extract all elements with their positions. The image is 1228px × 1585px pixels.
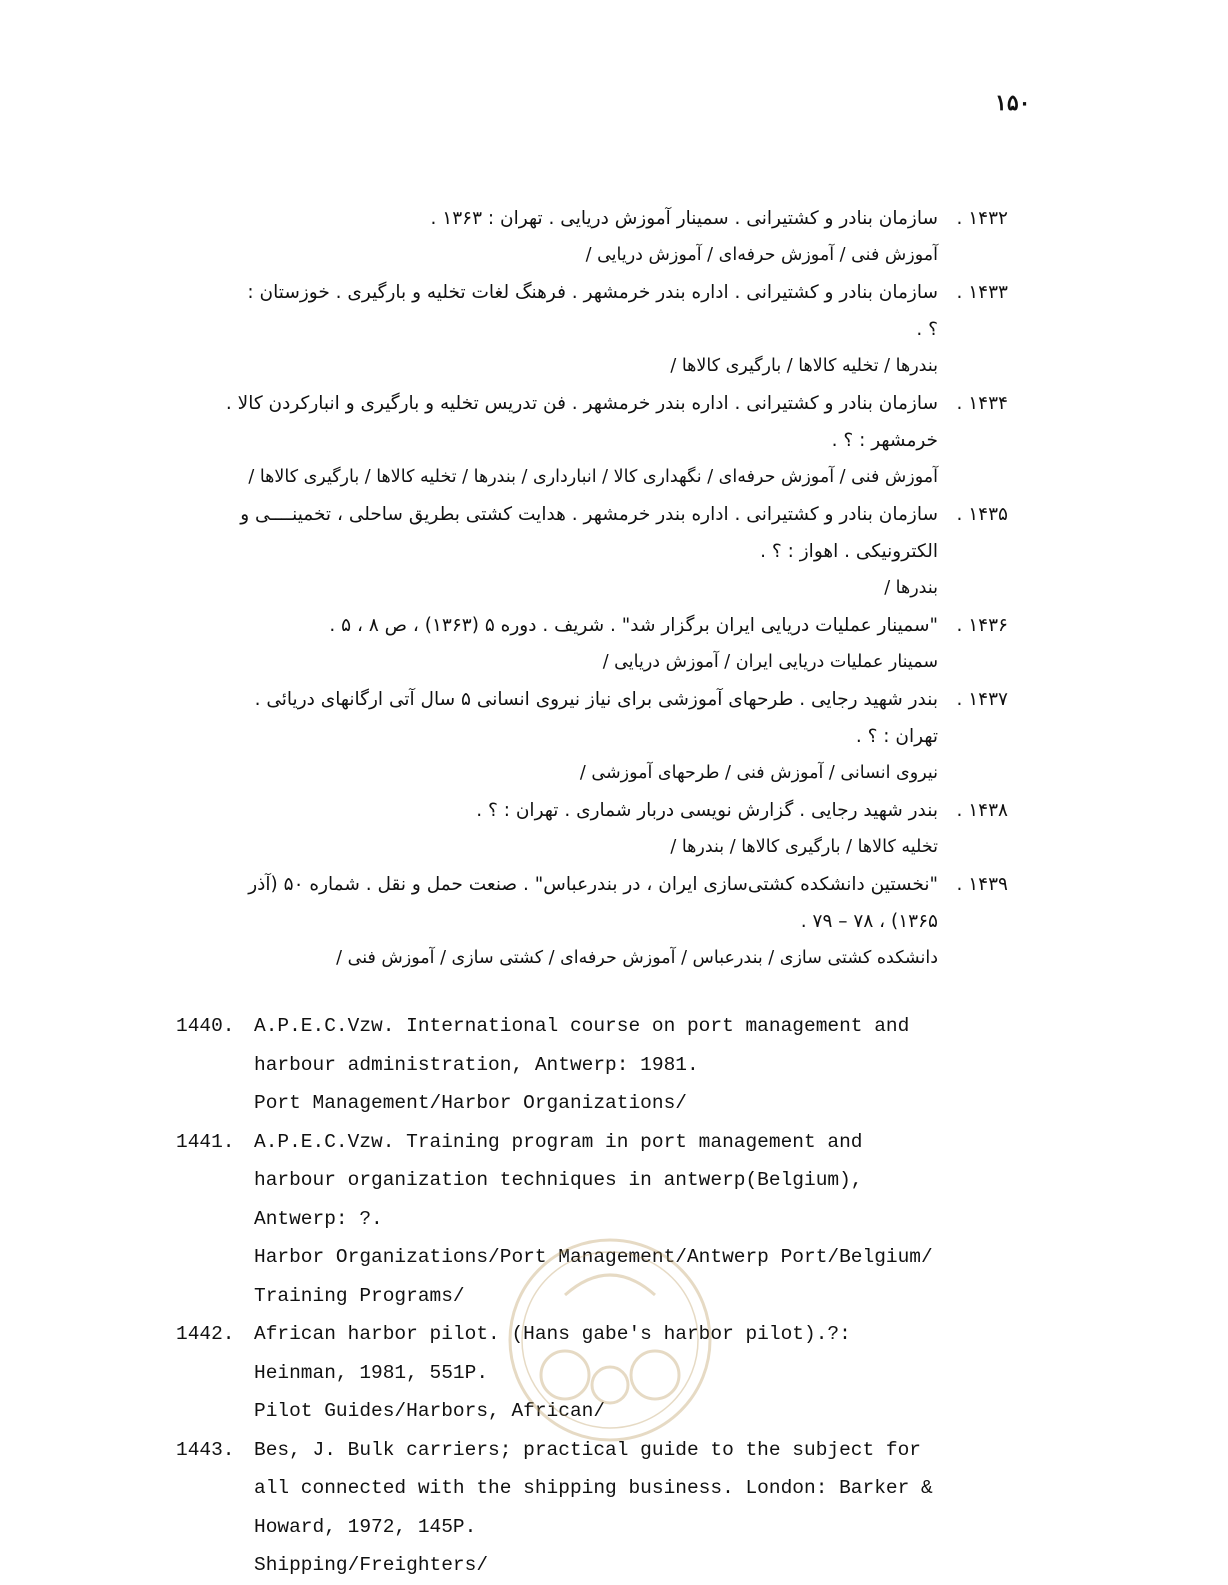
entry-line: الکترونیکی . اهواز : ؟ . — [760, 541, 938, 562]
entry-subjects: بندرها / — [884, 578, 938, 598]
entry-number: ۱۴۳۲ . — [956, 208, 1008, 229]
entry-subjects: Pilot Guides/Harbors, African/ — [254, 1400, 606, 1422]
entry-number: ۱۴۳۶ . — [956, 615, 1008, 636]
persian-entries — [160, 200, 1008, 977]
gear-icon — [541, 1351, 679, 1403]
entry-line: A.P.E.C.Vzw. International course on port management and — [254, 1015, 910, 1037]
entry-subjects: بندرها / تخلیه کالاها / بارگیری کالاها / — [670, 356, 938, 376]
bib-entry-1438 — [160, 792, 1008, 866]
entry-number: 1442. — [176, 1323, 235, 1345]
entry-number: ۱۴۳۷ . — [956, 689, 1008, 710]
entry-number: ۱۴۳۳ . — [956, 282, 1008, 303]
entry-line: all connected with the shipping business. London: Barker & — [254, 1477, 933, 1499]
bib-entry-1440 — [176, 1007, 996, 1123]
entry-subjects: سمینار عملیات دریایی ایران / آموزش دریایی / — [602, 652, 938, 672]
entry-line: African harbor pilot. (Hans gabe's harbor pilot).?: — [254, 1323, 851, 1345]
bib-entry-1436 — [160, 607, 1008, 681]
entry-subjects: Harbor Organizations/Port Management/Antwerp Port/Belgium/ — [254, 1246, 933, 1268]
entry-line: سازمان بنادر و کشتیرانی . اداره بندر خرمشهر . فن تدریس تخلیه و بارگیری و انبارکردن کالا . — [225, 393, 938, 414]
bib-entry-1432 — [160, 200, 1008, 274]
bib-entry-1434 — [160, 385, 1008, 496]
library-stamp-watermark — [505, 1235, 715, 1445]
entry-number: 1441. — [176, 1130, 235, 1153]
bib-entry-1433 — [160, 274, 1008, 385]
entry-line: سازمان بنادر و کشتیرانی . اداره بندر خرمشهر . هدایت کشتی بطریق ساحلی ، تخمینــــی و — [240, 504, 938, 525]
entry-subjects: آموزش فنی / آموزش حرفه‌ای / نگهداری کالا / انبارداری / بندرها / تخلیه کالاها / بارگیری کالاها / — [248, 467, 938, 487]
entry-line: A.P.E.C.Vzw. Training program in port management and — [254, 1130, 863, 1153]
entry-line: Antwerp: ?. — [254, 1207, 383, 1230]
entry-line: تهران : ؟ . — [855, 726, 938, 747]
bib-entry-1443 — [176, 1431, 996, 1585]
bib-entry-1435 — [160, 496, 1008, 607]
entry-number: ۱۴۳۹ . — [956, 874, 1008, 895]
entry-line: "نخستین دانشکده کشتی‌سازی ایران ، در بندرعباس" . صنعت حمل و نقل . شماره ۵۰ (آذر — [248, 874, 938, 895]
entry-line: سازمان بنادر و کشتیرانی . اداره بندر خرمشهر . فرهنگ لغات تخلیه و بارگیری . خوزستان : — [247, 282, 938, 303]
entry-line: Howard, 1972, 145P. — [254, 1515, 477, 1538]
entry-subjects: نیروی انسانی / آموزش فنی / طرحهای آموزشی / — [579, 763, 938, 783]
entry-number: 1443. — [176, 1438, 235, 1461]
entry-number: ۱۴۳۸ . — [956, 800, 1008, 821]
entry-subjects: آموزش فنی / آموزش حرفه‌ای / آموزش دریایی / — [585, 245, 938, 265]
entry-subjects: Shipping/Freighters/ — [254, 1554, 489, 1576]
entry-number: ۱۴۳۴ . — [956, 393, 1008, 414]
entry-line: بندر شهید رجایی . طرحهای آموزشی برای نیاز نیروی انسانی ۵ سال آتی ارگانهای دریائی . — [254, 689, 938, 710]
entry-line: Heinman, 1981, 551P. — [254, 1361, 489, 1384]
entry-line: بندر شهید رجایی . گزارش نویسی دربار شماری . تهران : ؟ . — [476, 800, 938, 821]
entry-line: harbour organization techniques in antwerp(Belgium), — [254, 1169, 863, 1191]
entry-line: سازمان بنادر و کشتیرانی . سمینار آموزش دریایی . تهران : ۱۳۶۳ . — [430, 208, 938, 229]
entry-line: ۱۳۶۵) ، ۷۸ – ۷۹ . — [800, 911, 938, 932]
entry-subjects: Training Programs/ — [254, 1284, 465, 1307]
entry-line: خرمشهر : ؟ . — [831, 430, 938, 451]
entry-number: ۱۴۳۵ . — [956, 504, 1008, 525]
entry-line: Bes, J. Bulk carriers; practical guide to the subject for — [254, 1438, 922, 1461]
entry-subjects: تخلیه کالاها / بارگیری کالاها / بندرها / — [670, 837, 938, 857]
entry-line: ؟ . — [916, 319, 938, 340]
bib-entry-1437 — [160, 681, 1008, 792]
bib-entry-1439 — [160, 866, 1008, 977]
entry-line: "سمینار عملیات دریایی ایران برگزار شد" . شریف . دوره ۵ (۱۳۶۳) ، ص ۸ ، ۵ . — [329, 615, 938, 636]
entry-subjects: Port Management/Harbor Organizations/ — [254, 1092, 687, 1114]
entry-subjects: دانشکده کشتی سازی / بندرعباس / آموزش حرفه‌ای / کشتی سازی / آموزش فنی / — [336, 948, 938, 968]
entry-number: 1440. — [176, 1015, 235, 1037]
page-number: ۱۵۰ — [995, 90, 1031, 116]
entry-line: harbour administration, Antwerp: 1981. — [254, 1053, 699, 1076]
